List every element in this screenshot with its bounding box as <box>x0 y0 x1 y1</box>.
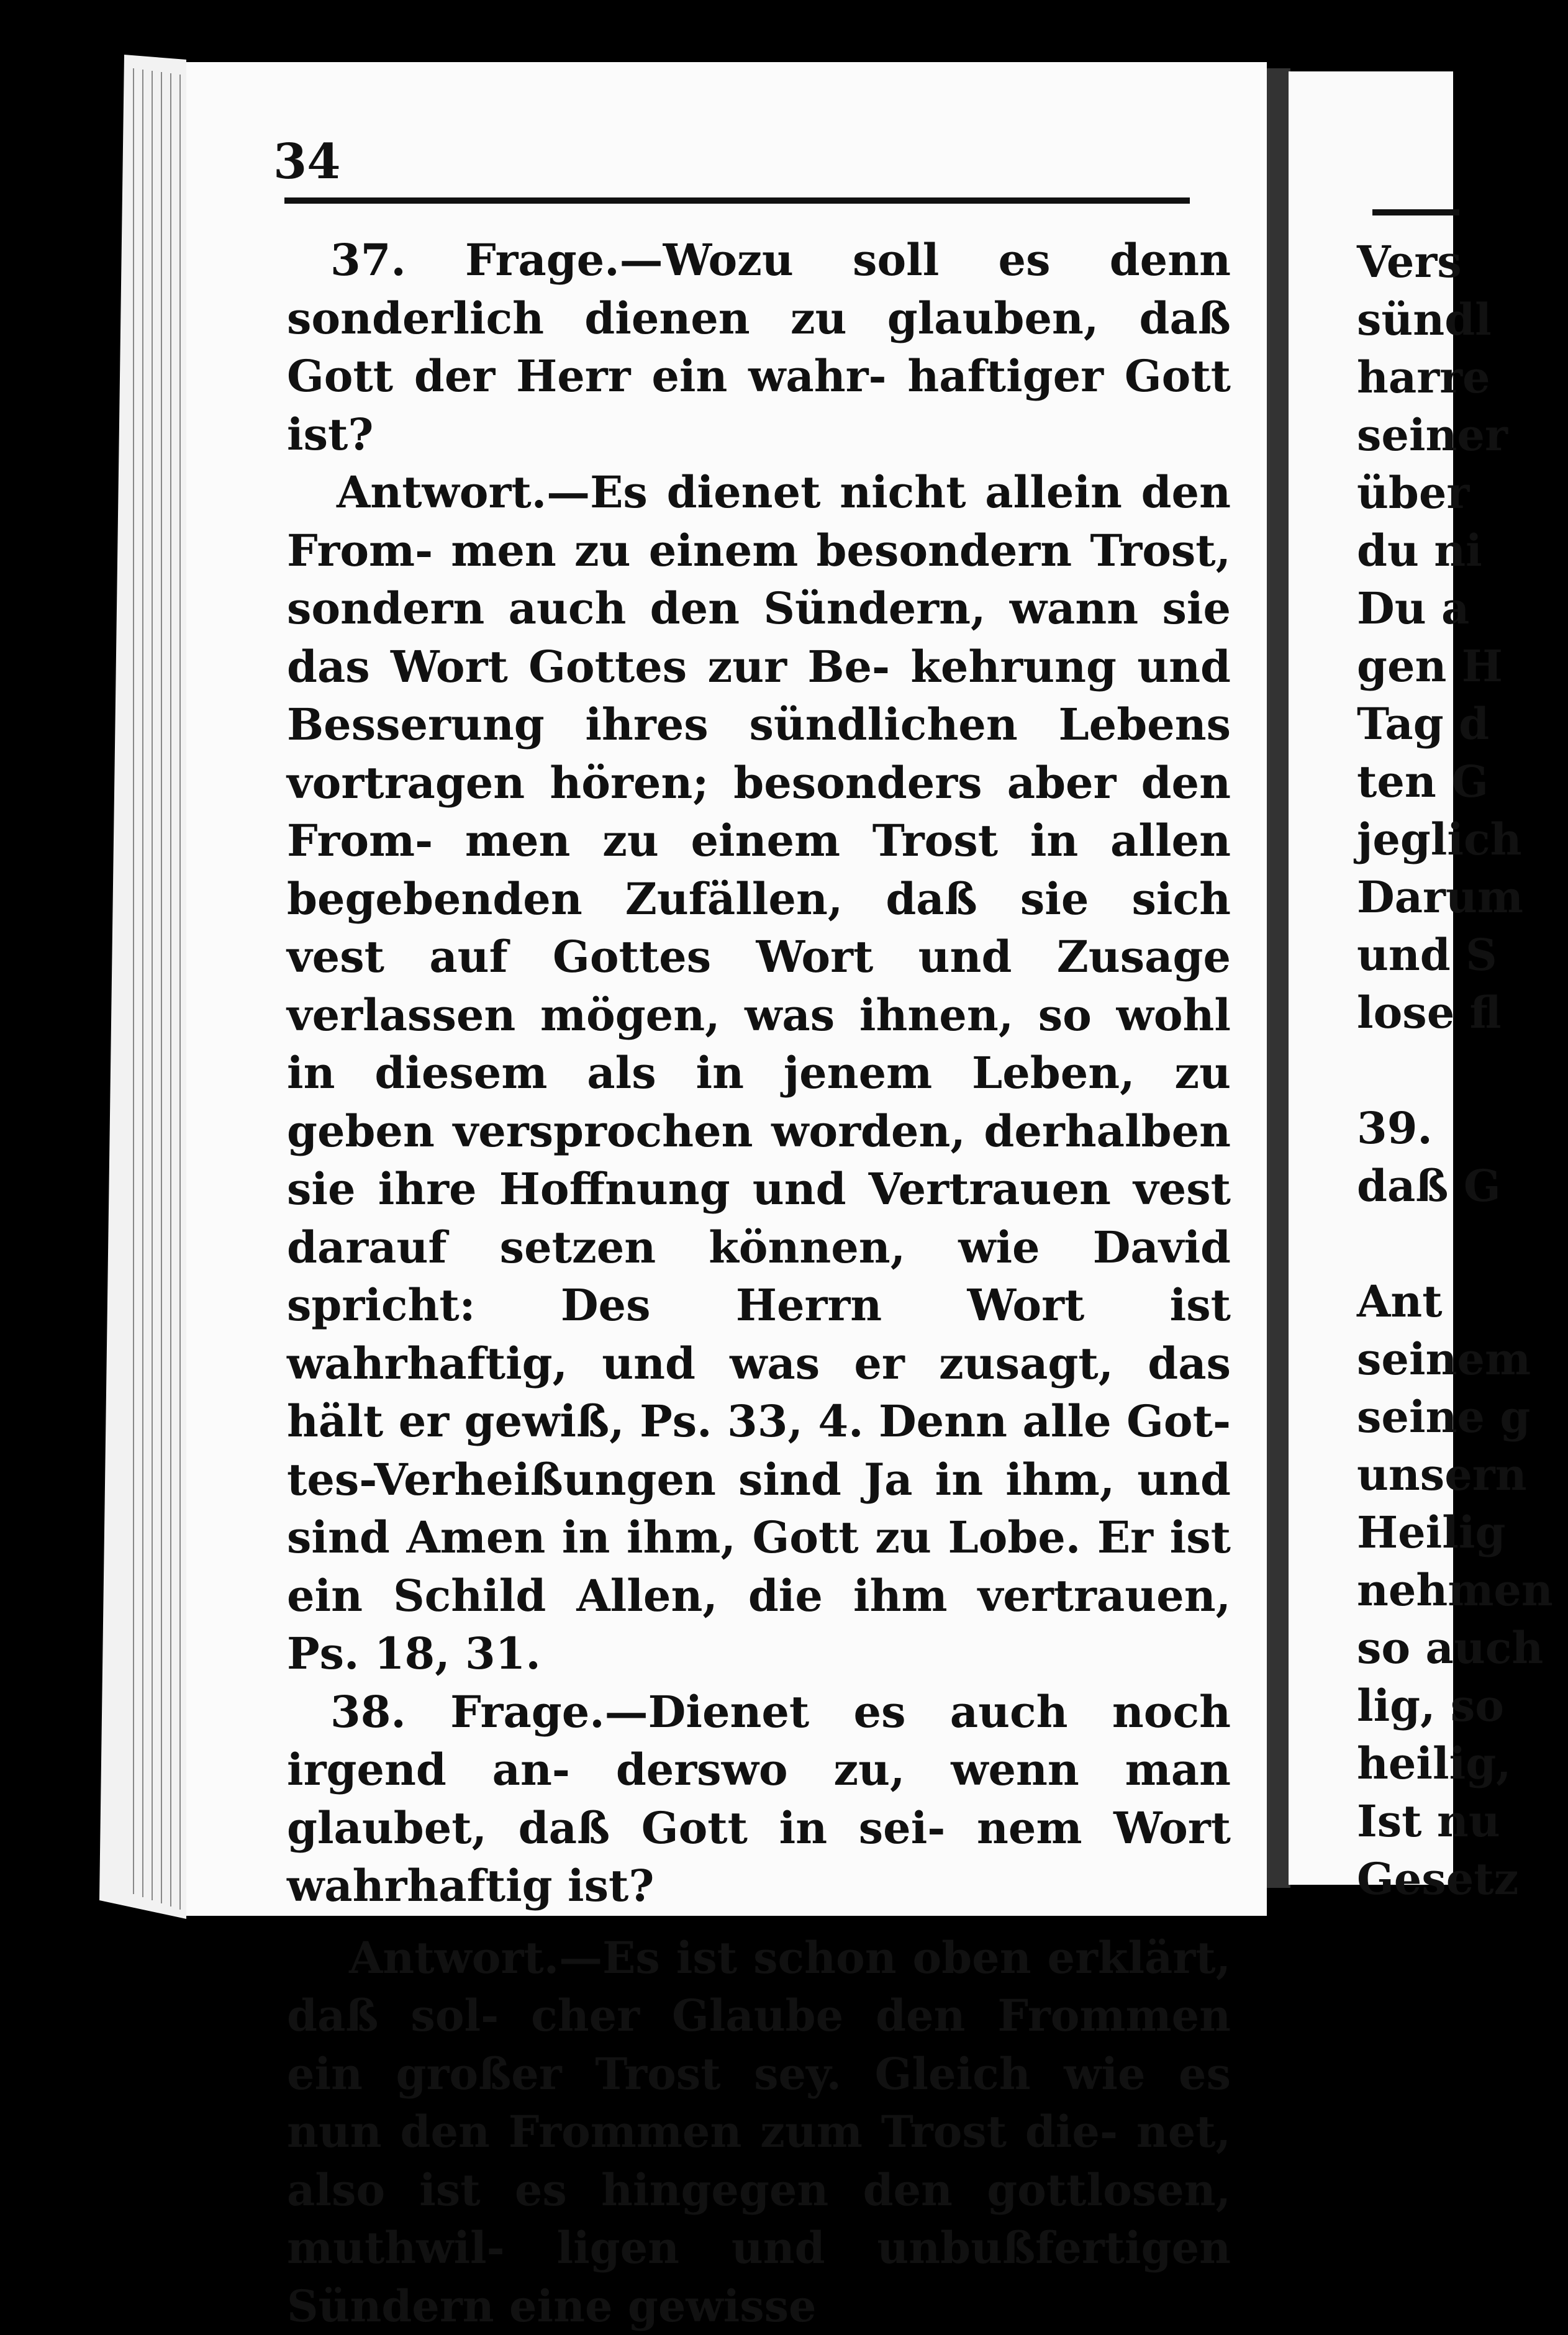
facing-line: Darum <box>1357 868 1568 926</box>
facing-line: über <box>1357 464 1568 522</box>
text-line: in ihm, Gott zu Lobe. Er ist ein Schild Allen, <box>287 1512 1231 1621</box>
text-line: men zu einem besondern Trost, sondern auch den <box>287 525 1231 635</box>
text-line: Gleich wie es nun den Frommen zum Trost die- <box>287 2048 1231 2158</box>
facing-line: seiner <box>1357 406 1568 464</box>
text-line: Antwort.—Es ist schon oben erklärt, daß sol- <box>287 1932 1231 2042</box>
facing-line: und S <box>1357 926 1568 984</box>
facing-line: du ni <box>1357 522 1568 579</box>
facing-line: nehmen <box>1357 1561 1568 1619</box>
text-line: daß sie sich vest auf Gottes Wort und Zusage <box>287 873 1231 983</box>
facing-line: Heilig <box>1357 1503 1568 1561</box>
text-line: derhalben sie ihre Hoffnung und Vertrauen vest <box>287 1105 1231 1215</box>
question-38 <box>287 1683 1231 1915</box>
facing-line: so auch <box>1357 1619 1568 1677</box>
text-line: tes-Verheißungen sind Ja in ihm, und sind Amen <box>287 1454 1231 1564</box>
facing-line: lose fl <box>1357 984 1568 1041</box>
main-text <box>287 231 1231 2335</box>
text-line: dienen zu glauben, daß Gott der Herr ein wahr- <box>287 292 1231 402</box>
text-line: haftiger Gott ist? <box>287 350 1231 460</box>
facing-line: Du a <box>1357 579 1568 637</box>
text-line: Sündern, wann sie das Wort Gottes zur Be- <box>287 583 1231 692</box>
text-line: nem Wort wahrhaftig ist? <box>287 1802 1231 1912</box>
facing-line: Gesetz <box>1357 1850 1568 1908</box>
facing-line <box>1357 1041 1568 1099</box>
text-line: 37. Frage.—Wozu soll es denn sonderlich <box>287 234 1231 344</box>
answer-38 <box>287 1929 1231 2335</box>
facing-line: Vers <box>1357 233 1568 291</box>
facing-line: harre <box>1357 348 1568 406</box>
text-line: das hält er gewiß, Ps. 33, 4. Denn alle Got- <box>287 1338 1231 1448</box>
answer-37 <box>287 463 1231 1683</box>
text-line: die ihm vertrauen, Ps. 18, 31. <box>287 1570 1231 1680</box>
facing-line: Ist nu <box>1357 1792 1568 1850</box>
facing-line: ten G <box>1357 753 1568 810</box>
facing-line: seinem <box>1357 1330 1568 1388</box>
text-line: vortragen hören; besonders aber den From- <box>287 757 1231 867</box>
text-line: kehrung und Besserung ihres sündlichen Lebens <box>287 641 1231 751</box>
facing-line: 39. <box>1357 1099 1568 1157</box>
facing-line: sündl <box>1357 291 1568 348</box>
facing-line: gen H <box>1357 637 1568 695</box>
header-rule <box>284 197 1190 204</box>
facing-line: Ant <box>1357 1272 1568 1330</box>
text-line: men zu einem Trost in allen begebenden Zufällen, <box>287 815 1231 925</box>
facing-line: jeglich <box>1357 810 1568 868</box>
facing-line: seine g <box>1357 1388 1568 1446</box>
text-line: darauf setzen können, wie David spricht: Des <box>287 1222 1231 1331</box>
text-line: als in jenem Leben, zu geben versprochen worden, <box>287 1047 1231 1157</box>
facing-line <box>1357 1215 1568 1272</box>
text-line: 38. Frage.—Dienet es auch noch irgend an- <box>287 1686 1231 1796</box>
facing-page <box>1289 71 1453 1885</box>
text-line: derswo zu, wenn man glaubet, daß Gott in sei- <box>287 1744 1231 1854</box>
text-line: net, also ist es hingegen den gottlosen, muthwil- <box>287 2106 1231 2274</box>
facing-line: unsern <box>1357 1446 1568 1503</box>
facing-line: daß G <box>1357 1157 1568 1215</box>
text-line: Antwort.—Es dienet nicht allein den From- <box>287 466 1231 576</box>
page-number: 34 <box>273 138 341 186</box>
facing-line: heilig, <box>1357 1734 1568 1792</box>
text-line: verlassen mögen, was ihnen, so wohl in diesem <box>287 989 1231 1099</box>
text-line: Herrn Wort ist wahrhaftig, und was er zusagt, <box>287 1279 1231 1389</box>
question-37 <box>287 231 1231 463</box>
text-line: ligen und unbußfertigen Sündern eine gewisse <box>287 2222 1231 2332</box>
facing-line: lig, so <box>1357 1677 1568 1734</box>
facing-header-rule <box>1372 209 1459 215</box>
text-line: cher Glaube den Frommen ein großer Trost sey. <box>287 1990 1231 2100</box>
facing-text <box>1357 233 1568 1908</box>
facing-line: Tag d <box>1357 695 1568 753</box>
